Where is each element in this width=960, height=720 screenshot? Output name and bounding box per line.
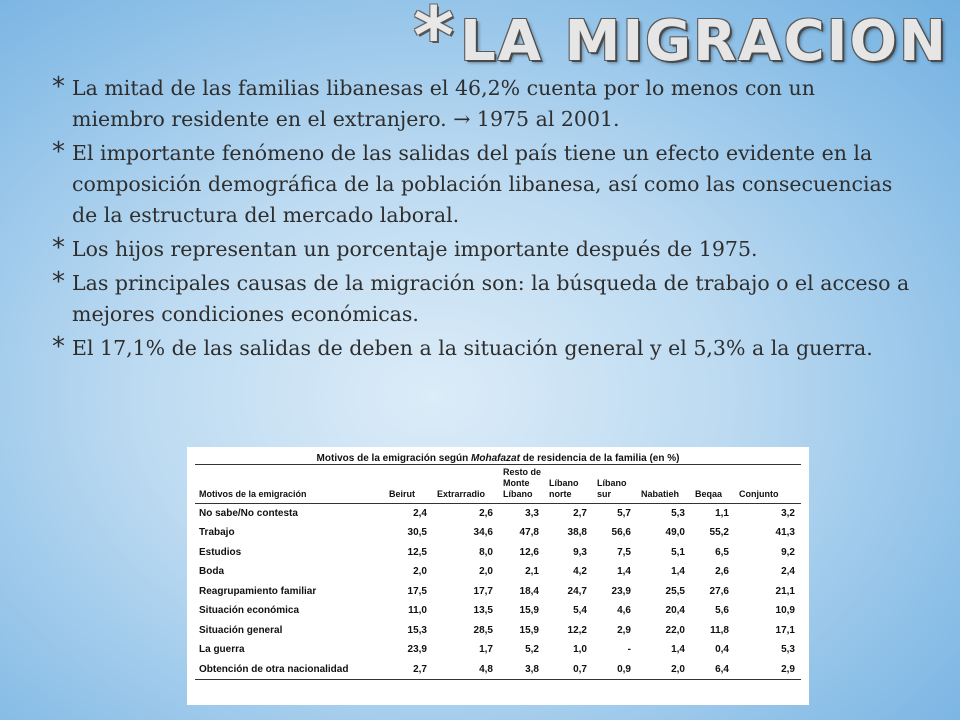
- table-cell: 6,5: [715, 546, 729, 558]
- table-cell: 49,0: [665, 527, 685, 539]
- table-cell: 1,7: [479, 644, 493, 656]
- table-cell: 1,0: [573, 644, 587, 656]
- table-cell: 38,8: [567, 527, 587, 539]
- table-cell: 2,9: [781, 663, 795, 675]
- table-cell: 3,8: [525, 663, 539, 675]
- table-caption: [187, 447, 809, 464]
- table-cell: 34,6: [473, 527, 493, 539]
- table-cell: 27,6: [709, 585, 729, 597]
- table-cell: 12,5: [407, 546, 427, 558]
- table-cell: 1,1: [715, 508, 729, 519]
- table-cell: 17,7: [473, 585, 493, 597]
- column-header: Nabatieh: [641, 489, 680, 499]
- table-cell: 15,3: [407, 624, 427, 636]
- table-cell: 13,5: [473, 605, 493, 617]
- table-cell: 7,5: [617, 546, 631, 558]
- table-cell: 2,7: [573, 508, 587, 519]
- table-row: [195, 504, 801, 524]
- table-cell: 2,4: [413, 508, 427, 519]
- table-row: [195, 640, 801, 660]
- asterisk-bullet-icon: *: [52, 137, 65, 167]
- table-cell: 5,4: [573, 605, 587, 617]
- caption-end: de residencia de la familia (en %): [519, 453, 680, 464]
- bullet-item: [52, 73, 912, 135]
- bullet-item: [52, 333, 912, 364]
- caption-start: Motivos de la emigración según: [316, 453, 472, 464]
- table-cell: 5,6: [715, 605, 729, 617]
- table-cell: 2,0: [413, 566, 427, 578]
- column-header: Beqaa: [695, 489, 723, 499]
- asterisk-bullet-icon: *: [52, 72, 65, 102]
- row-label: No sabe/No contesta: [199, 508, 298, 519]
- column-header: Resto de Monte Líbano: [503, 467, 542, 499]
- table-row: [195, 523, 801, 543]
- table-row: [195, 543, 801, 563]
- table-cell: 12,2: [567, 624, 587, 636]
- table-row: [195, 562, 801, 582]
- table-row: [195, 660, 801, 680]
- table-row: [195, 621, 801, 641]
- table-cell: 23,9: [611, 585, 631, 597]
- table-cell: 15,9: [519, 605, 539, 617]
- table-cell: 30,5: [407, 527, 427, 539]
- bullet-text: La mitad de las familias libanesas el 46,2% cuenta por lo menos con un miembro residente en el extranjero. → 1975 al 2001.: [72, 76, 815, 131]
- table-cell: 1,4: [617, 566, 631, 578]
- table-cell: 4,6: [617, 605, 631, 617]
- table-cell: 56,6: [611, 527, 631, 539]
- bullet-text: Las principales causas de la migración son: la búsqueda de trabajo o el acceso a mejores condiciones económicas.: [72, 271, 910, 326]
- table-cell: 12,6: [519, 546, 539, 558]
- row-label: La guerra: [199, 644, 245, 656]
- table-cell: 10,9: [775, 605, 795, 617]
- table-cell: 2,4: [781, 566, 795, 578]
- table-row: [195, 601, 801, 621]
- table-cell: 41,3: [775, 527, 795, 539]
- asterisk-bullet-icon: *: [52, 332, 65, 362]
- table-cell: 6,4: [715, 663, 729, 675]
- column-header: Beirut: [389, 489, 416, 499]
- table-body: [195, 504, 801, 680]
- table-cell: 5,3: [781, 644, 795, 656]
- table-cell: 22,0: [665, 624, 685, 636]
- column-header: Líbano norte: [549, 478, 579, 499]
- table-cell: 2,0: [671, 663, 685, 675]
- table-cell: 24,7: [567, 585, 587, 597]
- table-cell: -: [627, 644, 631, 656]
- table-cell: 0,9: [617, 663, 631, 675]
- table-cell: 4,8: [479, 663, 493, 675]
- row-label: Situación económica: [199, 605, 300, 617]
- asterisk-bullet-icon: *: [52, 267, 65, 297]
- table-cell: 20,4: [665, 605, 685, 617]
- bullet-list: [52, 73, 912, 364]
- column-header: Conjunto: [739, 489, 779, 499]
- column-header: Líbano sur: [597, 478, 627, 499]
- bullet-text: El importante fenómeno de las salidas del país tiene un efecto evidente en la composición demográfica de la población libanesa, así como las consecuencias de la estructura del mercado laboral.: [72, 141, 893, 227]
- table-cell: 2,1: [525, 566, 539, 578]
- table-cell: 5,1: [671, 546, 685, 558]
- row-label: Situación general: [199, 624, 283, 636]
- table-cell: 0,7: [573, 663, 587, 675]
- row-label: Boda: [199, 566, 224, 578]
- table-cell: 17,5: [407, 585, 427, 597]
- emigration-table-image: [187, 447, 809, 705]
- table-cell: 5,2: [525, 644, 539, 656]
- table-row: [195, 582, 801, 602]
- slide-title: [413, 2, 948, 82]
- bullet-item: [52, 268, 912, 330]
- table-cell: 5,3: [671, 508, 685, 519]
- table-cell: 1,4: [671, 644, 685, 656]
- table-cell: 55,2: [709, 527, 729, 539]
- bullet-text: Los hijos representan un porcentaje importante después de 1975.: [72, 237, 758, 261]
- table-cell: 47,8: [519, 527, 539, 539]
- slide-title-text: LA MIGRACION: [460, 9, 948, 74]
- table-cell: 17,1: [775, 624, 795, 636]
- table-cell: 18,4: [519, 585, 539, 597]
- bullet-item: [52, 138, 912, 231]
- bullet-text: El 17,1% de las salidas de deben a la situación general y el 5,3% a la guerra.: [72, 336, 873, 360]
- row-label: Trabajo: [199, 527, 235, 539]
- row-label: Obtención de otra nacionalidad: [199, 663, 349, 675]
- column-header: Extrarradio: [437, 489, 486, 499]
- row-label: Reagrupamiento familiar: [199, 585, 317, 597]
- column-header: Motivos de la emigración: [199, 489, 307, 499]
- asterisk-bullet-icon: *: [52, 233, 65, 263]
- table-cell: 2,6: [715, 566, 729, 578]
- table-cell: 0,4: [715, 644, 729, 656]
- table-cell: 28,5: [473, 624, 493, 636]
- table-cell: 9,3: [573, 546, 587, 558]
- table-cell: 11,0: [408, 605, 427, 617]
- table-cell: 2,0: [479, 566, 493, 578]
- table-cell: 9,2: [781, 546, 795, 558]
- table-cell: 21,1: [775, 585, 795, 597]
- emigration-table: [195, 465, 801, 680]
- table-cell: 8,0: [479, 546, 493, 558]
- table-cell: 23,9: [407, 644, 427, 656]
- bullet-item: [52, 234, 912, 265]
- table-cell: 2,7: [413, 663, 427, 675]
- table-cell: 4,2: [573, 566, 587, 578]
- table-cell: 5,7: [617, 508, 631, 519]
- table-cell: 3,2: [781, 508, 795, 519]
- caption-italic: Mohafazat: [471, 453, 520, 464]
- table-cell: 15,9: [519, 624, 539, 636]
- table-cell: 11,8: [710, 624, 729, 636]
- row-label: Estudios: [199, 546, 242, 558]
- table-cell: 1,4: [671, 566, 685, 578]
- table-cell: 3,3: [525, 508, 539, 519]
- asterisk-icon: *: [413, 0, 455, 82]
- table-cell: 25,5: [665, 585, 685, 597]
- table-cell: 2,6: [479, 508, 493, 519]
- table-cell: 2,9: [617, 624, 631, 636]
- table-header-row: [195, 465, 801, 504]
